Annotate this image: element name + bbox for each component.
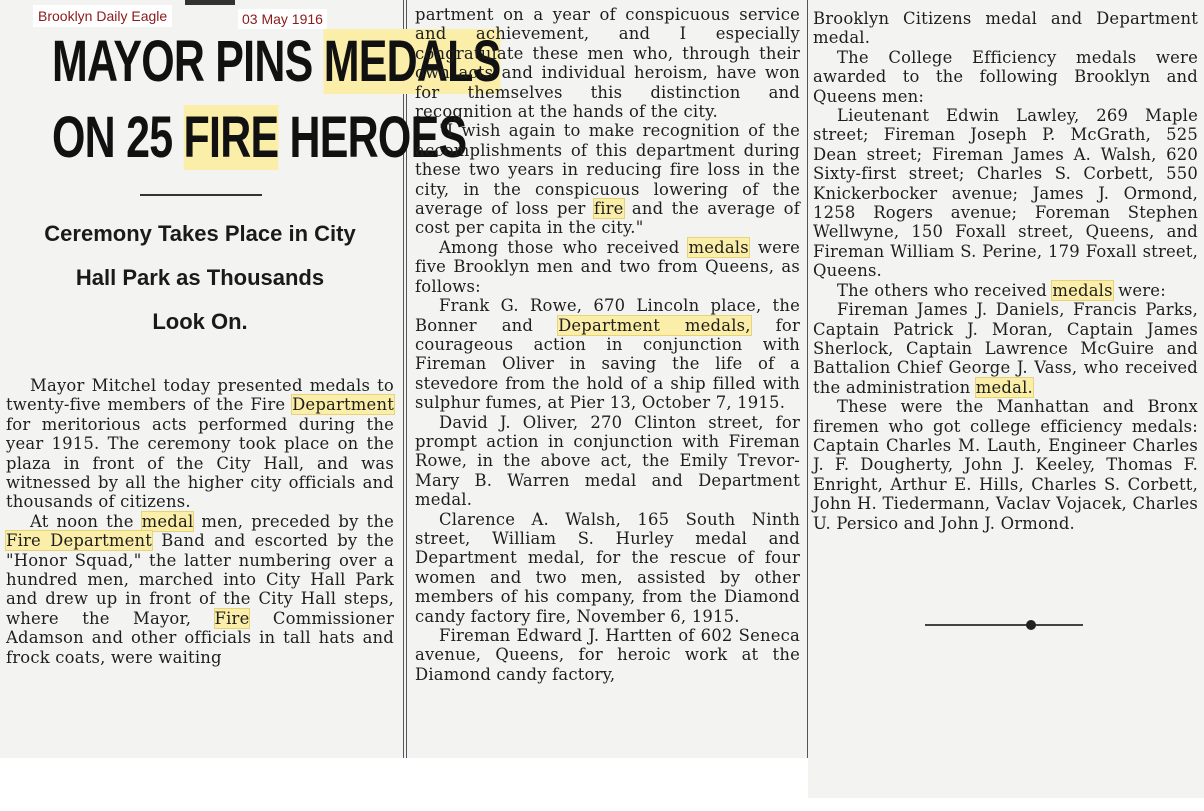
text: Commissioner Adamson and other officials in tall hats and frock coats, were waiting (6, 608, 394, 667)
text: men, preceded by the (193, 511, 394, 531)
headline-text: ON 25 (52, 105, 184, 170)
highlight-medals: MEDALS (323, 29, 501, 94)
paragraph: Fireman Edward J. Hartten of 602 Seneca avenue, Queens, for heroic work at the Diamond candy factory, (415, 626, 800, 684)
paragraph (415, 296, 800, 412)
column-2 (407, 0, 807, 758)
subheadline-line: Hall Park as Thousands (75, 265, 325, 290)
text: for meritorious acts performed during the year 1915. The ceremony took place on the plaza in front of the City Hall, and was witnessed by all the higher city officials and thousands of citizens. (6, 414, 394, 512)
headline-line-1 (52, 29, 501, 94)
highlight-department: Department (292, 395, 394, 415)
headline-text: HEROES (278, 105, 467, 170)
column-3 (808, 0, 1204, 640)
paragraph: Clarence A. Walsh, 165 South Ninth street, William S. Hurley medal and Department medal, for the rescue of four women and two men, assisted by other members of his company, from the Diamond candy factory fire, November 6, 1915. (415, 509, 800, 626)
highlight-department-medals: Department medals, (558, 315, 751, 335)
highlight-fire-department: Fire Department (6, 531, 153, 551)
paragraph: Brooklyn Citizens medal and Department medal. (813, 9, 1198, 48)
end-rule (925, 624, 1083, 626)
date-label: 03 May 1916 (238, 9, 327, 29)
paragraph (415, 121, 800, 237)
headline-rule (140, 194, 262, 196)
paper-continuation (808, 628, 1204, 798)
paragraph: partment on a year of conspicuous service and achievement, and I especially congratulate these men who, through their own acts and individual heroism, have won for themselves this distinction and recognition at the hands of the city. (415, 5, 800, 122)
paragraph: Lieutenant Edwin Lawley, 269 Maple street; Fireman Joseph P. McGrath, 525 Dean street; Fireman James A. Walsh, 620 Sixty-first street; Charles S. Corbett, 550 Knickerbocker avenue; James J. Ormond, 1258 Rogers avenue; Foreman Stephen Wellwyne, 150 Foxall street, Queens, and Fireman William S. Perine, 179 Foxall street, Queens. (813, 106, 1198, 281)
text: for courageous action in conjunction with Fireman Oliver in saving the life of a stevedore from the hold of a ship filled with sulphur fumes, at Pier 13, October 7, 1915. (415, 315, 800, 413)
text: Among those who received (439, 237, 689, 257)
paragraph: These were the Manhattan and Bronx firemen who got college efficiency medals: Captain Charles M. Lauth, Engineer Charles J. F. Dougherty, John J. Keeley, Thomas F. Enright, Arthur E. Hills, Charles S. Corbett, John H. Tiedermann, Vaclav Vojacek, Charles U. Persico and John J. Ormond. (813, 397, 1198, 533)
article-body-col3 (813, 9, 1198, 533)
text: Frank G. Rowe, 670 Lincoln place, the Bonner and (415, 296, 800, 335)
highlight-medal: medal. (975, 377, 1033, 397)
column-1 (0, 0, 501, 758)
text: were five Brooklyn men and two from Queens, as follows: (415, 237, 800, 296)
paragraph (813, 300, 1198, 397)
paragraph: The College Efficiency medals were awarded to the following Brooklyn and Queens men: (813, 47, 1198, 106)
paragraph (6, 512, 394, 667)
article-body-col1 (6, 376, 394, 667)
paragraph: David J. Oliver, 270 Clinton street, for prompt action in conjunction with Fireman Rowe, in the above act, the Emily Trevor-Mary B. Warren medal and Department medal. (415, 412, 800, 510)
text: "I wish again to make recognition of the accomplishments of this department during these two years in reducing fire loss in the city, in the conspicuous lowering of the average of loss per (415, 121, 800, 219)
source-label: Brooklyn Daily Eagle (33, 5, 172, 27)
paragraph (415, 238, 800, 296)
text: Fireman James J. Daniels, Francis Parks, Captain Patrick J. Moran, Captain James Sherlock, Captain Lawrence McGuire and Battalion Chief George J. Vass, who received the administration (813, 300, 1198, 397)
headline-text: MAYOR PINS (52, 29, 324, 94)
text: and the average of cost per capita in the city." (415, 199, 800, 238)
article-body-col2 (415, 5, 800, 684)
highlight-medal: medal (141, 511, 194, 531)
subheadline (0, 212, 400, 344)
subheadline-line: Ceremony Takes Place in City (44, 221, 356, 246)
text: Band and escorted by the "Honor Squad," the latter numbering over a hundred men, marched into City Hall Park and drew up in front of the City Hall steps, where the Mayor, (6, 531, 394, 628)
headline-line-2 (52, 105, 467, 170)
highlight-medals: medals (688, 237, 749, 257)
text: Mayor Mitchel today presented medals to twenty-five members of the Fire (6, 376, 394, 415)
highlight-medals: medals (1052, 280, 1113, 300)
highlight-fire: fire (593, 199, 624, 219)
text: At noon the (30, 511, 142, 531)
highlight-fire: Fire (214, 608, 250, 628)
text: were: (1112, 280, 1166, 300)
paragraph (813, 281, 1198, 300)
paragraph (6, 376, 394, 512)
end-rule-ornament (1026, 620, 1036, 630)
subheadline-line: Look On. (152, 309, 248, 334)
highlight-fire: FIRE (183, 105, 279, 170)
text: The others who received (837, 280, 1053, 300)
